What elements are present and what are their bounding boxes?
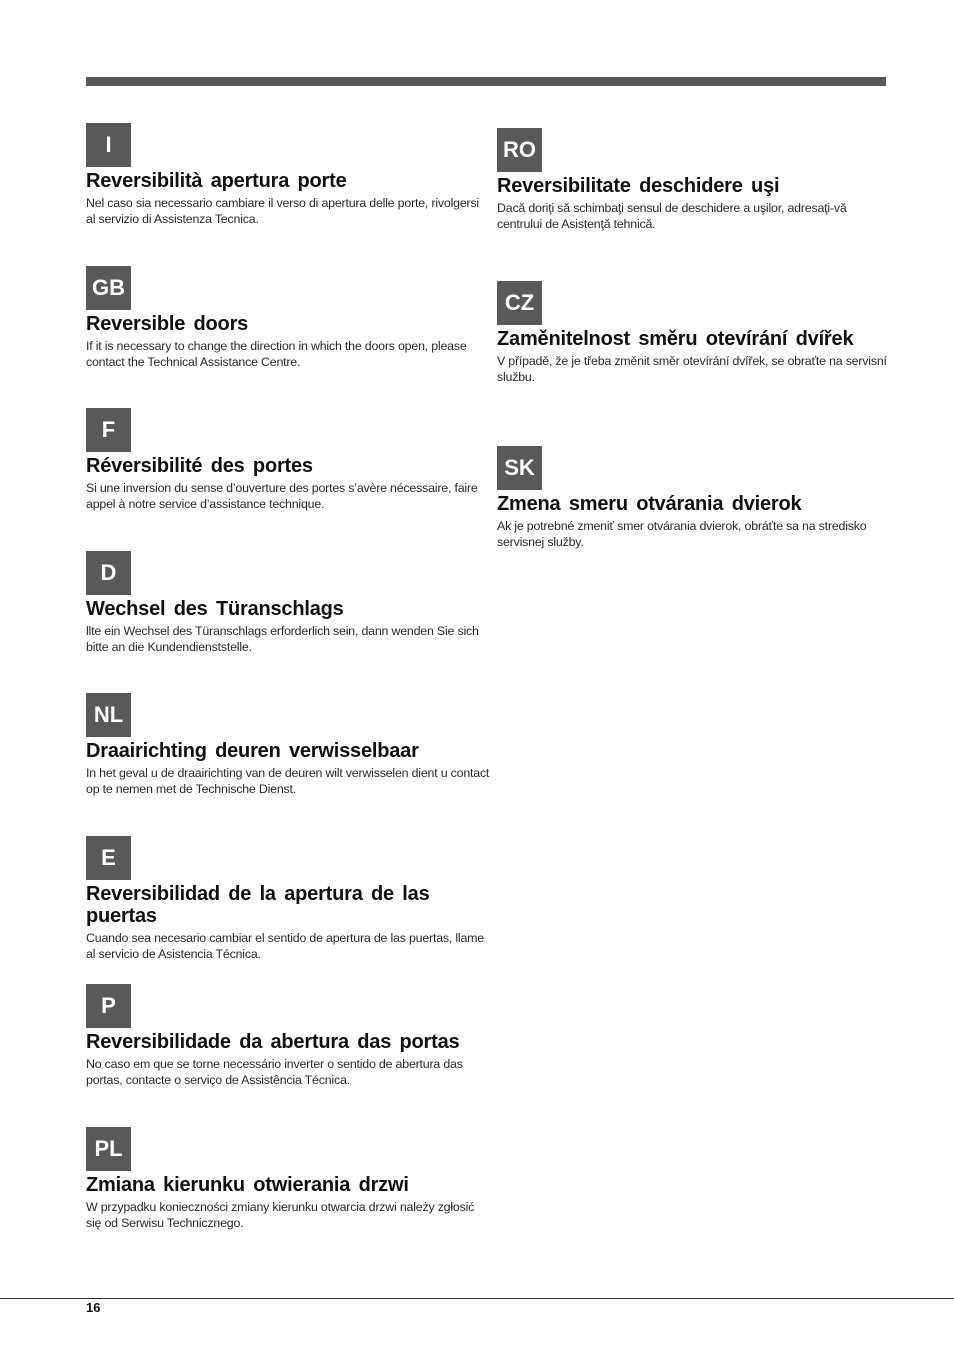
section-pl: [86, 1127, 490, 1231]
section-it: [86, 123, 490, 227]
section-text: Si une inversion du sense d’ouverture des portes s’avère nécessaire, faire appel à notre service d’assistance technique.: [86, 481, 478, 511]
language-badge: SK: [497, 446, 542, 490]
section-fr: [86, 408, 490, 512]
section-title: Zaměnitelnost směru otevírání dvířek: [497, 328, 854, 350]
section-title: Reversibilità apertura porte: [86, 170, 347, 192]
page-number: 16: [86, 1300, 101, 1315]
section-text: Ak je potrebné zmeniť smer otvárania dvierok, obráťte sa na stredisko servisnej služby.: [497, 519, 867, 549]
language-badge: F: [86, 408, 131, 452]
section-text: V případě, že je třeba změnit směr otevírání dvířek, se obraťte na servisní službu.: [497, 354, 887, 384]
language-badge: E: [86, 836, 131, 880]
section-title: Reversibilidad de la apertura de las puertas: [86, 883, 430, 927]
language-badge: D: [86, 551, 131, 595]
section-es: [86, 836, 490, 962]
section-gb: [86, 266, 490, 370]
section-title: Wechsel des Türanschlags: [86, 598, 344, 620]
section-title: Zmena smeru otvárania dvierok: [497, 493, 802, 515]
section-cz: [497, 281, 889, 385]
section-sk: [497, 446, 889, 550]
section-text: In het geval u de draairichting van de deuren wilt verwisselen dient u contact op te nemen met de Technische Dienst.: [86, 766, 490, 796]
section-title: Reversible doors: [86, 313, 249, 335]
language-badge: NL: [86, 693, 131, 737]
language-badge: PL: [86, 1127, 131, 1171]
section-text: llte ein Wechsel des Türanschlags erforderlich sein, dann wenden Sie sich bitte an die Kundendienststelle.: [86, 624, 479, 654]
language-badge: P: [86, 984, 131, 1028]
section-nl: [86, 693, 490, 797]
section-ro: [497, 128, 889, 232]
section-text: W przypadku konieczności zmiany kierunku otwarcia drzwi należy zgłosić się od Serwisu Technicznego.: [86, 1200, 475, 1230]
section-title: Reversibilitate deschidere uşi: [497, 175, 780, 197]
section-title: Reversibilidade da abertura das portas: [86, 1031, 460, 1053]
top-rule: [86, 77, 886, 86]
section-title: Réversibilité des portes: [86, 455, 313, 477]
section-de: [86, 551, 490, 655]
section-text: Dacă doriţi să schimbaţi sensul de deschidere a uşilor, adresaţi-vă centrului de Asistenţă tehnică.: [497, 201, 847, 231]
footer-rule: [0, 1298, 954, 1299]
section-text: No caso em que se torne necessário inverter o sentido de abertura das portas, contacte o serviço de Assistência Técnica.: [86, 1057, 463, 1087]
language-badge: GB: [86, 266, 131, 310]
section-text: Cuando sea necesario cambiar el sentido de apertura de las puertas, llame al servicio de Asistencia Técnica.: [86, 931, 484, 961]
section-text: Nel caso sia necessario cambiare il verso di apertura delle porte, rivolgersi al servizio di Assistenza Tecnica.: [86, 196, 479, 226]
language-badge: RO: [497, 128, 542, 172]
section-pt: [86, 984, 490, 1088]
section-title: Zmiana kierunku otwierania drzwi: [86, 1174, 409, 1196]
language-badge: CZ: [497, 281, 542, 325]
section-text: If it is necessary to change the direction in which the doors open, please contact the Technical Assistance Centre.: [86, 339, 467, 369]
section-title: Draairichting deuren verwisselbaar: [86, 740, 419, 762]
language-badge: I: [86, 123, 131, 167]
